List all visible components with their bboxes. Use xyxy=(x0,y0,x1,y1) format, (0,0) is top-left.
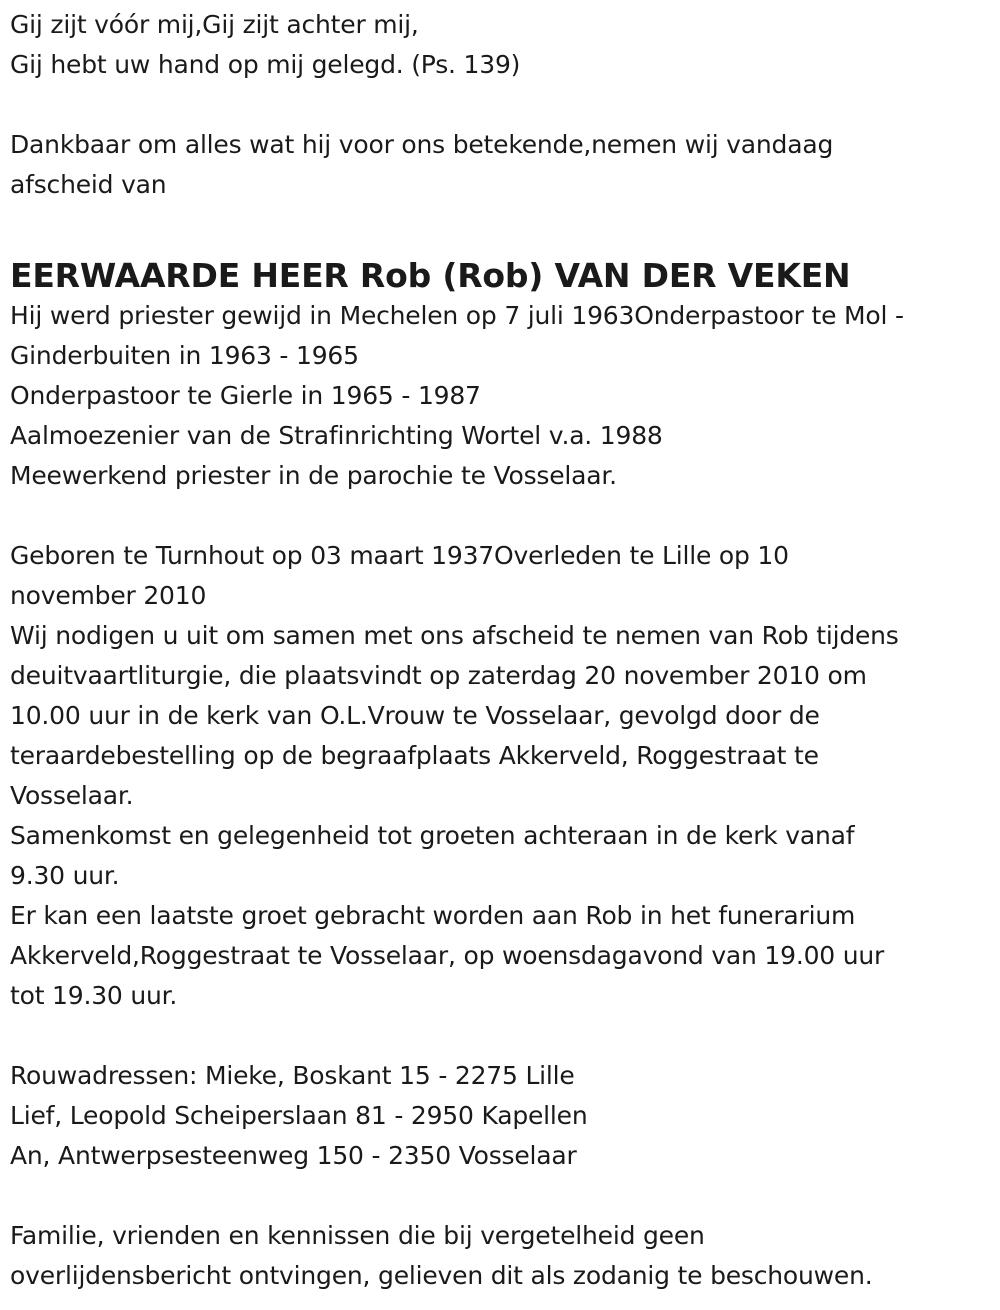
funeral-details xyxy=(10,536,995,1016)
intro-line: Dankbaar om alles wat hij voor ons betekende,nemen wij vandaag xyxy=(10,130,834,159)
details-line: Akkerveld,Roggestraat te Vosselaar, op woensdagavond van 19.00 uur xyxy=(10,941,885,970)
details-line: 9.30 uur. xyxy=(10,861,120,890)
career-line: Onderpastoor te Gierle in 1965 - 1987 xyxy=(10,381,481,410)
closing-line: overlijdensbericht ontvingen, gelieven dit als zodanig te beschouwen. xyxy=(10,1261,873,1290)
psalm-quote xyxy=(10,5,995,85)
details-line: Samenkomst en gelegenheid tot groeten achteraan in de kerk vanaf xyxy=(10,821,855,850)
details-line: teraardebestelling op de begraafplaats Akkerveld, Roggestraat te xyxy=(10,741,819,770)
address-line: An, Antwerpsesteenweg 150 - 2350 Vosselaar xyxy=(10,1141,577,1170)
career-line: Ginderbuiten in 1963 - 1965 xyxy=(10,341,359,370)
psalm-line: Gij hebt uw hand op mij gelegd. (Ps. 139) xyxy=(10,50,521,79)
career-line: Aalmoezenier van de Strafinrichting Wortel v.a. 1988 xyxy=(10,421,663,450)
mourning-addresses xyxy=(10,1056,995,1176)
spacer xyxy=(10,205,995,256)
psalm-line: Gij zijt vóór mij,Gij zijt achter mij, xyxy=(10,10,419,39)
details-line: Vosselaar. xyxy=(10,781,134,810)
details-line: november 2010 xyxy=(10,581,207,610)
death-notice xyxy=(10,0,995,1296)
details-line: 10.00 uur in de kerk van O.L.Vrouw te Vosselaar, gevolgd door de xyxy=(10,701,820,730)
spacer xyxy=(10,85,995,125)
address-line: Lief, Leopold Scheiperslaan 81 - 2950 Kapellen xyxy=(10,1101,588,1130)
spacer xyxy=(10,1176,995,1216)
details-line: tot 19.30 uur. xyxy=(10,981,178,1010)
deceased-name: EERWAARDE HEER Rob (Rob) VAN DER VEKEN xyxy=(10,256,851,295)
career-line: Meewerkend priester in de parochie te Vosselaar. xyxy=(10,461,617,490)
closing-line: Familie, vrienden en kennissen die bij vergetelheid geen xyxy=(10,1221,705,1250)
details-line: Er kan een laatste groet gebracht worden aan Rob in het funerarium xyxy=(10,901,856,930)
details-line: deuitvaartliturgie, die plaatsvindt op zaterdag 20 november 2010 om xyxy=(10,661,867,690)
spacer xyxy=(10,1016,995,1056)
career-line: Hij werd priester gewijd in Mechelen op 7 juli 1963Onderpastoor te Mol - xyxy=(10,301,904,330)
career-section xyxy=(10,296,995,496)
intro-text xyxy=(10,125,995,205)
intro-line: afscheid van xyxy=(10,170,167,199)
address-line: Rouwadressen: Mieke, Boskant 15 - 2275 Lille xyxy=(10,1061,575,1090)
details-line: Geboren te Turnhout op 03 maart 1937Overleden te Lille op 10 xyxy=(10,541,789,570)
closing-note xyxy=(10,1216,995,1296)
spacer xyxy=(10,496,995,536)
details-line: Wij nodigen u uit om samen met ons afscheid te nemen van Rob tijdens xyxy=(10,621,899,650)
